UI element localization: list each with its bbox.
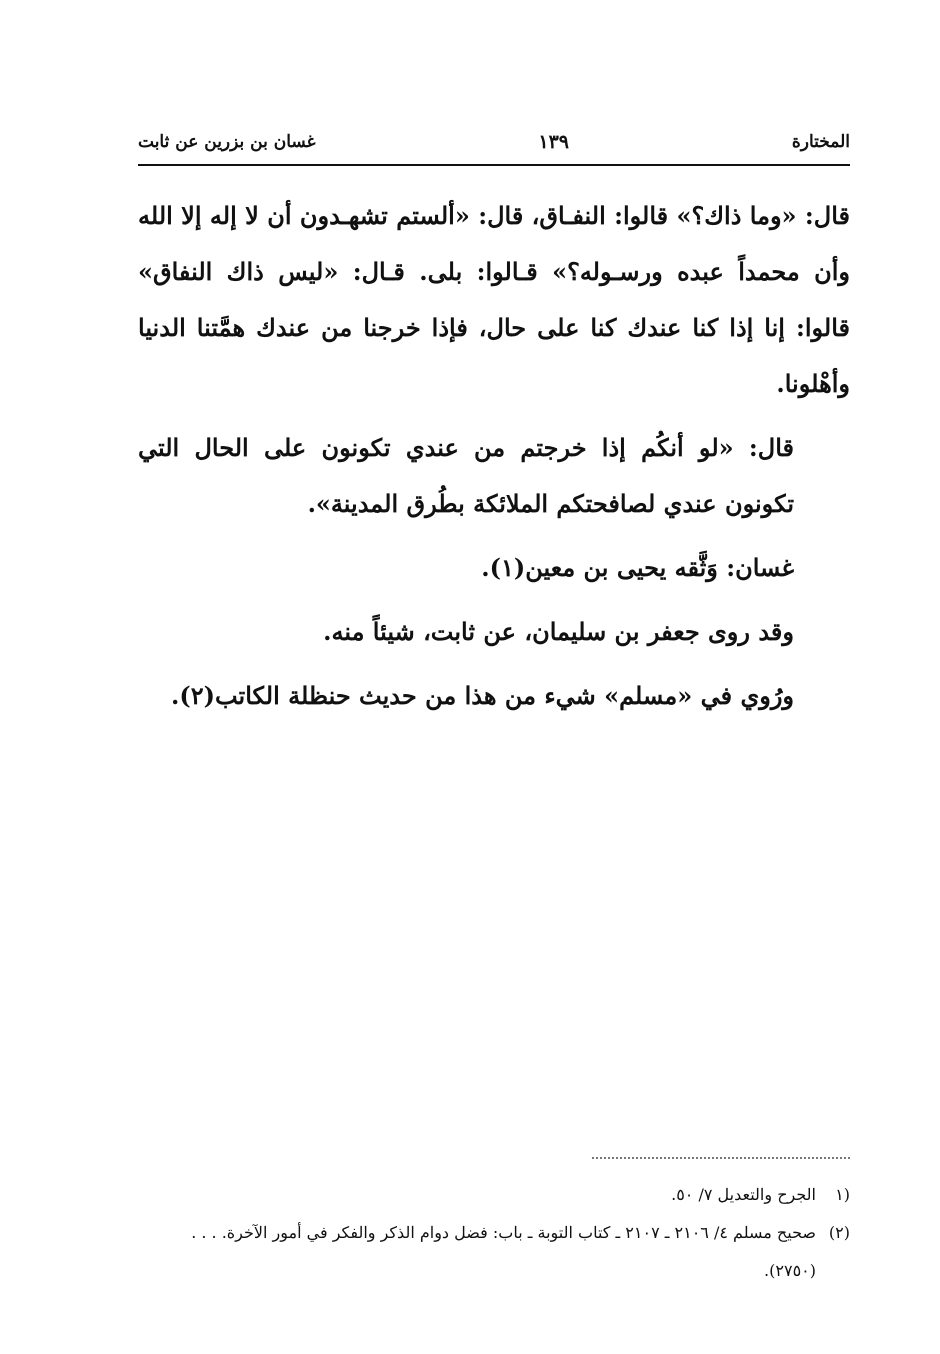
footnote-text: صحيح مسلم ٤/ ٢١٠٦ ـ ٢١٠٧ ـ كتاب التوبة ـ باب: فضل دوام الذكر والفكر في أمور الآخرة. . . . (٢٧٥٠).: [191, 1223, 816, 1280]
footnote-1: [138, 1176, 850, 1214]
paragraph-3: غسان: وَثَّقه يحيى بن معين(١).: [481, 553, 794, 582]
footnote-number: (٢): [828, 1223, 850, 1242]
footnote-number: (١: [835, 1185, 850, 1204]
footnote-text: الجرح والتعديل ٧/ ٥٠.: [671, 1185, 816, 1204]
paragraph-4: وقد روى جعفر بن سليمان، عن ثابت، شيئاً منه.: [323, 617, 794, 646]
header-section-title: غسان بن بزرين عن ثابت: [138, 132, 316, 152]
footnote-separator: [592, 1157, 850, 1159]
paragraph-5: ورُوي في «مسلم» شيء من هذا من حديث حنظلة الكاتب(٢).: [171, 681, 794, 710]
paragraph-2: قال: «لو أنكُم إذا خرجتم من عندي تكونون على الحال التي تكونون عندي لصافحتكم الملائكة بطُرق المدينة».: [138, 433, 794, 518]
footnotes: [138, 1176, 850, 1290]
paragraph-1: قال: «وما ذاك؟» قالوا: النفـاق، قال: «ألستم تشهـدون أن لا إله إلا الله وأن محمداً عبده ورسـوله؟» قـالوا: بلى. قـال: «ليس ذاك النفاق» قالوا: إنا إذا كنا عندك كنا على حال، فإذا خرجنا من عندك همَّتنا الدنيا وأهْلونا.: [138, 201, 850, 398]
header-rule: [138, 164, 850, 166]
page-number: ١٣٩: [538, 131, 569, 153]
body-text: [138, 188, 850, 732]
running-header: [138, 124, 850, 160]
header-book-title: المختارة: [791, 132, 850, 152]
footnote-2: [138, 1214, 850, 1290]
